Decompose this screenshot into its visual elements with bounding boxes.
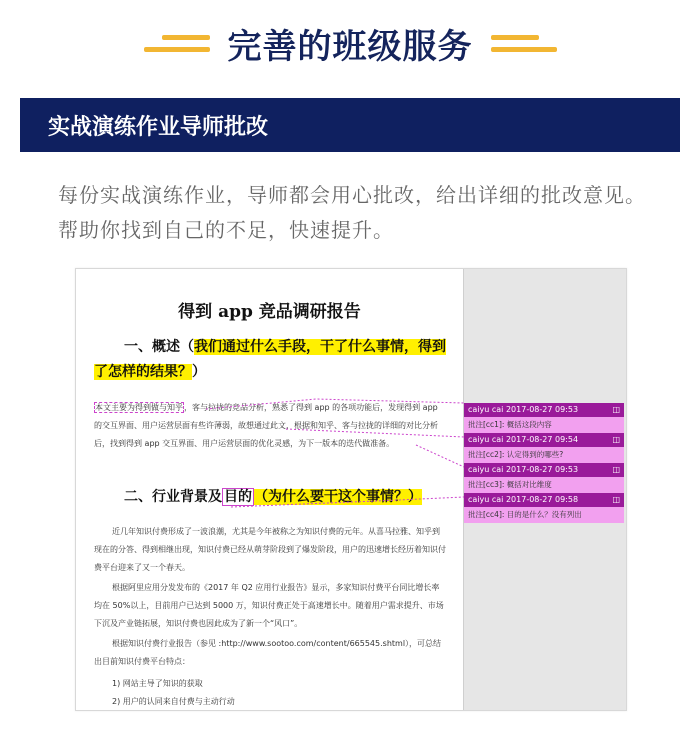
comment-card[interactable]	[464, 433, 624, 463]
trash-icon[interactable]: ◫	[612, 495, 620, 504]
connector-line	[231, 497, 464, 507]
document-screenshot	[75, 268, 627, 711]
comment-header	[464, 463, 624, 477]
list-item: 2) 用户的认同来自付费与主动行动	[112, 697, 235, 706]
trash-icon[interactable]: ◫	[612, 465, 620, 474]
report-title: 得到 app 竞品调研报告	[178, 302, 361, 322]
comment-author: caiyu cai	[468, 465, 504, 474]
title-decoration-right	[491, 35, 557, 52]
section-banner	[20, 98, 680, 152]
comment-header	[464, 403, 624, 417]
comment-card[interactable]	[464, 463, 624, 493]
trash-icon[interactable]: ◫	[612, 405, 620, 414]
comment-text: 批注[cc3]: 概括对比维度	[464, 477, 624, 493]
comment-card[interactable]	[464, 403, 624, 433]
paragraph-text: ，客与拉拢的竞品分析，熟悉了得到 app 的各项功能后，发现得到 app 的交互界面、用户运营层面有些许薄弱，故想通过此文，根据和知乎、客与拉拢的详细的对比分析后，找到得到 app 交互界面、用户运营层面的优化灵感，为下一版本的迭代做准备。	[94, 403, 438, 448]
annotated-text: 本文主要为得到做与知乎	[95, 403, 183, 412]
comment-author: caiyu cai	[468, 435, 504, 444]
heading-boxed: 目的	[224, 489, 252, 505]
connector-line	[206, 399, 464, 409]
comment-header	[464, 433, 624, 447]
comment-text: 批注[cc1]: 概括这段内容	[464, 417, 624, 433]
comment-time: 2017-08-27 09:58	[505, 495, 579, 504]
connector-line	[286, 429, 464, 437]
connector-line	[416, 445, 464, 467]
list-item: 1) 网站主导了知识的获取	[112, 679, 203, 688]
page-title: 完善的班级服务	[227, 26, 473, 67]
heading-prefix: 二、行业背景及	[124, 489, 222, 505]
description-text: 每份实战演练作业，导师都会用心批改，给出详细的批改意见。帮助你找到自己的不足，快速提升。	[58, 183, 646, 242]
trash-icon[interactable]: ◫	[612, 435, 620, 444]
title-decoration-left	[144, 35, 210, 52]
comment-time: 2017-08-27 09:53	[505, 465, 579, 474]
background-paragraph-3: 根据知识付费行业报告（参见 :http://www.sootoo.com/content/665545.shtml），可总结出目前知识付费平台特点：	[94, 639, 442, 666]
comment-author: caiyu cai	[468, 495, 504, 504]
comment-time: 2017-08-27 09:53	[505, 405, 579, 414]
comment-card[interactable]	[464, 493, 624, 523]
comment-header	[464, 493, 624, 507]
heading-highlight: （为什么要干这个事情？）	[254, 489, 422, 505]
comment-author: caiyu cai	[468, 405, 504, 414]
heading-highlight: 我们通过什么手段，干了什么事情，得到了怎样的结果？	[94, 339, 446, 380]
background-paragraph-1: 近几年知识付费形成了一波浪潮，尤其是今年被称之为知识付费的元年。从喜马拉雅、知乎到现在的分答、得到相继出现，知识付费已经从萌芽阶段到了爆发阶段，用户的迅速增长经历着知识付费平台迎来了又一个春天。	[94, 527, 446, 572]
comment-time: 2017-08-27 09:54	[505, 435, 579, 444]
section-title-row	[0, 18, 700, 68]
banner-title: 实战演练作业导师批改	[48, 114, 269, 140]
comment-text: 批注[cc4]: 目的是什么？没有列出	[464, 507, 624, 523]
heading-prefix: 一、概述（	[124, 339, 194, 355]
comment-text: 批注[cc2]: 认定得到的哪些?	[464, 447, 624, 463]
background-paragraph-2: 根据阿里应用分发发布的《2017 年 Q2 应用行业报告》显示，多家知识付费平台同比增长率均在 50%以上，目前用户已达到 5000 万，知识付费正处于高速增长中。随着用户需求提升、市场下沉及产业链拓展，知识付费也因此成为了新一个“风口”。	[94, 583, 444, 628]
heading-suffix: ）	[192, 364, 206, 380]
